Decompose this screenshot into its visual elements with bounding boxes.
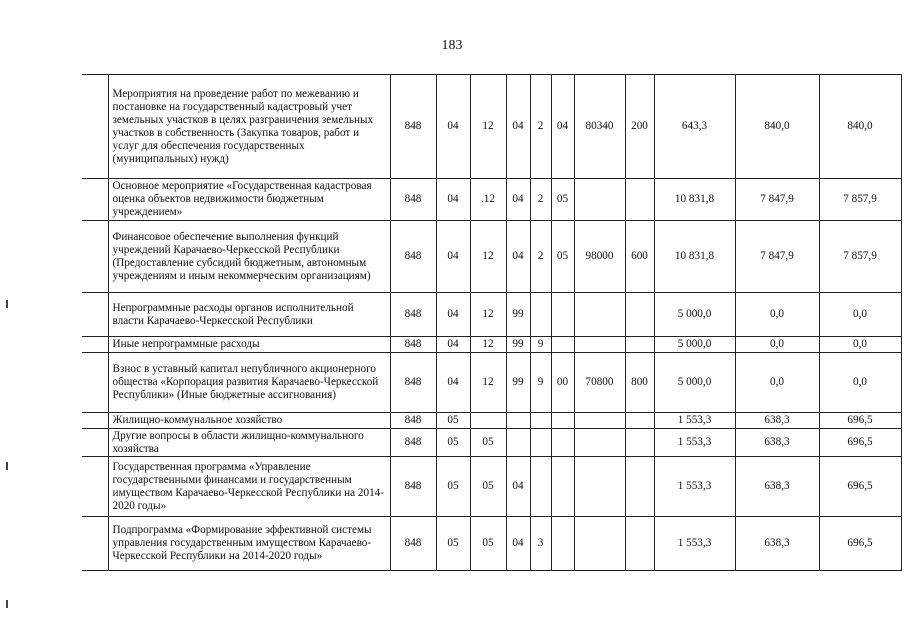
section-code: 04 [436, 337, 470, 353]
section-code: 04 [436, 221, 470, 293]
admin-code: 848 [390, 457, 436, 517]
amount-year3: 7 857,9 [819, 221, 901, 293]
budget-table [82, 74, 902, 571]
amount-year1: 5 000,0 [654, 293, 735, 337]
direction-code [574, 429, 625, 457]
amount-year2: 638,3 [735, 413, 819, 429]
event-code: 05 [551, 221, 574, 293]
direction-code [574, 413, 625, 429]
table-row [82, 179, 901, 221]
expense-type-code [625, 179, 654, 221]
section-code: 04 [436, 293, 470, 337]
section-code: 04 [436, 179, 470, 221]
expense-type-code [625, 413, 654, 429]
event-code [551, 457, 574, 517]
table-row [82, 75, 901, 179]
amount-year3: 0,0 [819, 353, 901, 413]
table-row [82, 353, 901, 413]
row-margin-cell [82, 429, 108, 457]
admin-code: 848 [390, 221, 436, 293]
amount-year2: 0,0 [735, 337, 819, 353]
table-row [82, 293, 901, 337]
subprogram-code [530, 293, 551, 337]
section-code: 05 [436, 413, 470, 429]
subsection-code: 05 [470, 457, 506, 517]
admin-code: 848 [390, 75, 436, 179]
event-code: 04 [551, 75, 574, 179]
row-margin-cell [82, 293, 108, 337]
row-name: Мероприятия на проведение работ по межеванию и постановке на государственный кадастровый учет земельных участков в целях разграничения земельных участков в собственность (Закупка товаров, работ и услуг для обеспечения государственных (муниципальных) нужд) [108, 75, 390, 179]
row-name: Основное мероприятие «Государственная кадастровая оценка объектов недвижимости бюджетным учреждением» [108, 179, 390, 221]
scan-edge-mark [6, 462, 8, 470]
program-code: 99 [506, 337, 530, 353]
row-name: Непрограммные расходы органов исполнительной власти Карачаево-Черкесской Республики [108, 293, 390, 337]
section-code: 04 [436, 75, 470, 179]
amount-year2: 7 847,9 [735, 221, 819, 293]
scan-edge-mark [6, 300, 8, 308]
subsection-code [470, 413, 506, 429]
page-number: 183 [441, 38, 463, 53]
row-name: Подпрограмма «Формирование эффективной системы управления государственным имуществом Карачаево-Черкесской Республики на 2014-2020 годы» [108, 517, 390, 571]
admin-code: 848 [390, 293, 436, 337]
direction-code [574, 337, 625, 353]
row-margin-cell [82, 337, 108, 353]
subprogram-code: 3 [530, 517, 551, 571]
subprogram-code [530, 429, 551, 457]
admin-code: 848 [390, 413, 436, 429]
row-name: Финансовое обеспечение выполнения функций учреждений Карачаево-Черкесской Республики (Предоставление субсидий бюджетным, автономным учреждениям и иным некоммерческим организациям) [108, 221, 390, 293]
subsection-code: 12 [470, 353, 506, 413]
subsection-code: 12 [470, 221, 506, 293]
row-name: Иные непрограммные расходы [108, 337, 390, 353]
amount-year3: 7 857,9 [819, 179, 901, 221]
amount-year1: 1 553,3 [654, 457, 735, 517]
amount-year3: 840,0 [819, 75, 901, 179]
amount-year2: 638,3 [735, 457, 819, 517]
section-code: 05 [436, 429, 470, 457]
table-row [82, 517, 901, 571]
section-code: 05 [436, 457, 470, 517]
amount-year2: 7 847,9 [735, 179, 819, 221]
expense-type-code [625, 337, 654, 353]
amount-year1: 1 553,3 [654, 517, 735, 571]
event-code: 05 [551, 179, 574, 221]
event-code [551, 413, 574, 429]
row-margin-cell [82, 221, 108, 293]
subprogram-code [530, 413, 551, 429]
direction-code [574, 457, 625, 517]
section-code: 04 [436, 353, 470, 413]
direction-code [574, 179, 625, 221]
row-name: Жилищно-коммунальное хозяйство [108, 413, 390, 429]
table-row [82, 337, 901, 353]
amount-year1: 5 000,0 [654, 353, 735, 413]
amount-year1: 1 553,3 [654, 429, 735, 457]
amount-year1: 10 831,8 [654, 179, 735, 221]
amount-year3: 696,5 [819, 413, 901, 429]
program-code: 04 [506, 75, 530, 179]
amount-year2: 0,0 [735, 353, 819, 413]
expense-type-code [625, 517, 654, 571]
event-code [551, 337, 574, 353]
program-code: 99 [506, 293, 530, 337]
row-name: Государственная программа «Управление государственными финансами и государственным имуществом Карачаево-Черкесской Республики на 2014-2020 годы» [108, 457, 390, 517]
row-margin-cell [82, 179, 108, 221]
program-code [506, 413, 530, 429]
program-code: 04 [506, 221, 530, 293]
expense-type-code: 600 [625, 221, 654, 293]
subprogram-code [530, 457, 551, 517]
admin-code: 848 [390, 517, 436, 571]
program-code: 99 [506, 353, 530, 413]
subprogram-code: 9 [530, 337, 551, 353]
row-margin-cell [82, 457, 108, 517]
subprogram-code: 2 [530, 221, 551, 293]
row-margin-cell [82, 413, 108, 429]
program-code: 04 [506, 517, 530, 571]
table-row [82, 429, 901, 457]
event-code: 00 [551, 353, 574, 413]
admin-code: 848 [390, 337, 436, 353]
expense-type-code [625, 457, 654, 517]
subprogram-code: 2 [530, 75, 551, 179]
scan-edge-mark [6, 600, 8, 608]
admin-code: 848 [390, 429, 436, 457]
subprogram-code: 9 [530, 353, 551, 413]
section-code: 05 [436, 517, 470, 571]
subsection-code: 12 [470, 337, 506, 353]
direction-code: 80340 [574, 75, 625, 179]
row-margin-cell [82, 353, 108, 413]
amount-year3: 696,5 [819, 457, 901, 517]
table-row [82, 457, 901, 517]
amount-year1: 5 000,0 [654, 337, 735, 353]
table-row [82, 221, 901, 293]
event-code [551, 293, 574, 337]
expense-type-code [625, 429, 654, 457]
expense-type-code [625, 293, 654, 337]
amount-year3: 0,0 [819, 293, 901, 337]
subprogram-code: 2 [530, 179, 551, 221]
direction-code [574, 517, 625, 571]
program-code [506, 429, 530, 457]
event-code [551, 517, 574, 571]
row-name: Взнос в уставный капитал непубличного акционерного общества «Корпорация развития Карачаево-Черкесской Республики» (Иные бюджетные ассигнования) [108, 353, 390, 413]
amount-year2: 840,0 [735, 75, 819, 179]
row-margin-cell [82, 75, 108, 179]
amount-year3: 696,5 [819, 517, 901, 571]
program-code: 04 [506, 179, 530, 221]
row-margin-cell [82, 517, 108, 571]
amount-year2: 638,3 [735, 429, 819, 457]
event-code [551, 429, 574, 457]
amount-year3: 696,5 [819, 429, 901, 457]
amount-year1: 1 553,3 [654, 413, 735, 429]
expense-type-code: 200 [625, 75, 654, 179]
amount-year1: 643,3 [654, 75, 735, 179]
subsection-code: 12 [470, 293, 506, 337]
row-name: Другие вопросы в области жилищно-коммунального хозяйства [108, 429, 390, 457]
subsection-code: 12 [470, 75, 506, 179]
admin-code: 848 [390, 179, 436, 221]
direction-code [574, 293, 625, 337]
direction-code: 98000 [574, 221, 625, 293]
amount-year3: 0,0 [819, 337, 901, 353]
table-body [82, 75, 901, 571]
amount-year1: 10 831,8 [654, 221, 735, 293]
amount-year2: 638,3 [735, 517, 819, 571]
direction-code: 70800 [574, 353, 625, 413]
table-row [82, 413, 901, 429]
amount-year2: 0,0 [735, 293, 819, 337]
expense-type-code: 800 [625, 353, 654, 413]
admin-code: 848 [390, 353, 436, 413]
subsection-code: .12 [470, 179, 506, 221]
subsection-code: 05 [470, 517, 506, 571]
subsection-code: 05 [470, 429, 506, 457]
program-code: 04 [506, 457, 530, 517]
